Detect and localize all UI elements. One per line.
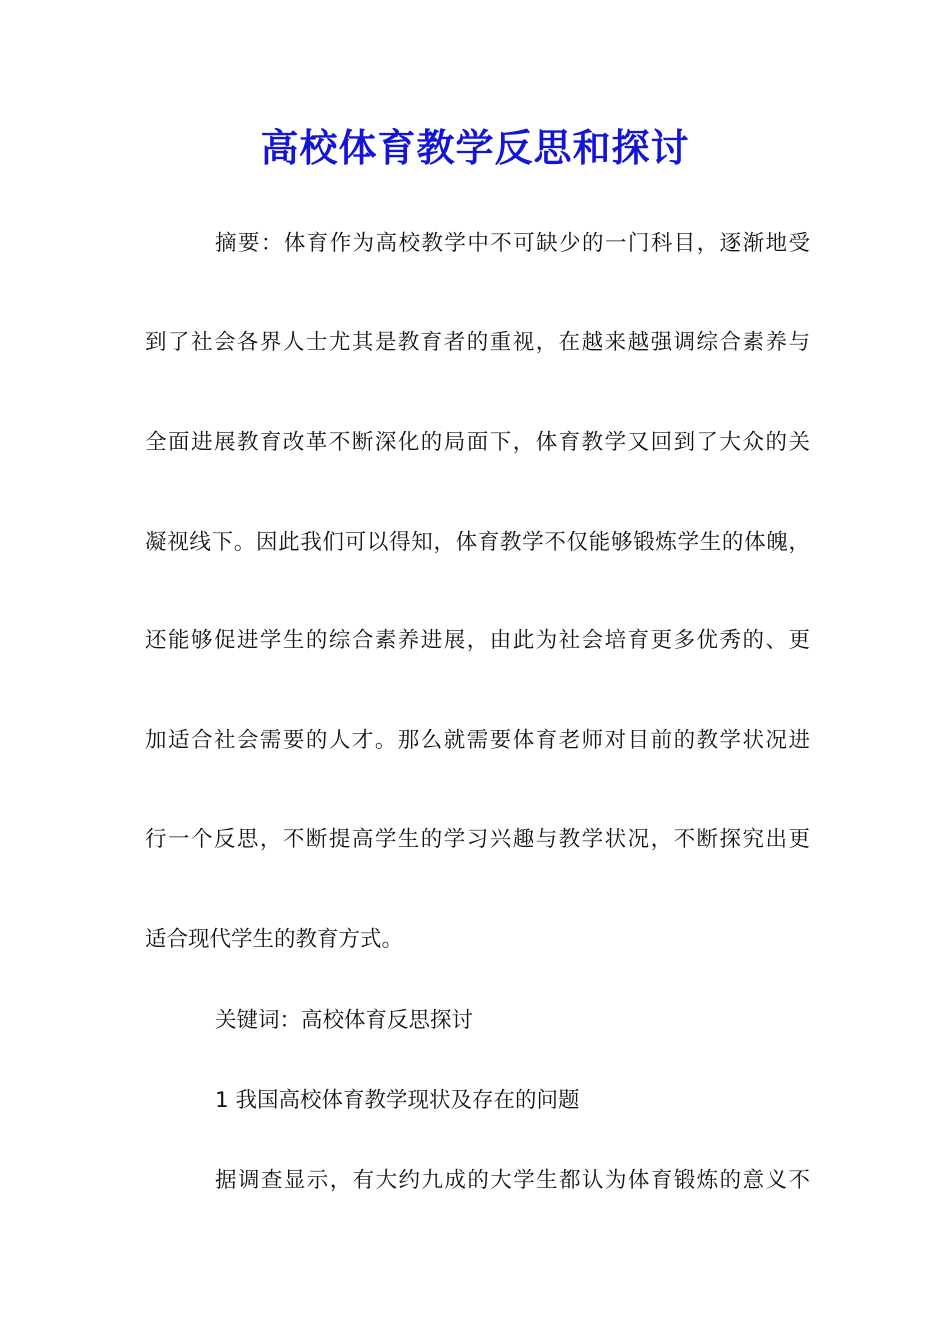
abstract-line-6: 加适合社会需要的人才。那么就需要体育老师对目前的教学状况进 <box>145 728 810 753</box>
keywords-line: 关键词：高校体育反思探讨 <box>215 1008 474 1033</box>
abstract-line-3: 全面进展教育改革不断深化的局面下，体育教学又回到了大众的关 <box>145 430 810 455</box>
abstract-line-4: 凝视线下。因此我们可以得知，体育教学不仅能够锻炼学生的体魄， <box>145 530 810 555</box>
abstract-line-1: 摘要：体育作为高校教学中不可缺少的一门科目，逐渐地受 <box>215 231 810 256</box>
abstract-line-5: 还能够促进学生的综合素养进展，由此为社会培育更多优秀的、更 <box>145 628 810 653</box>
abstract-line-7: 行一个反思，不断提高学生的学习兴趣与教学状况，不断探究出更 <box>145 827 810 852</box>
body-line-1: 据调查显示，有大约九成的大学生都认为体育锻炼的意义不 <box>215 1168 810 1193</box>
abstract-line-2: 到了社会各界人士尤其是教育者的重视，在越来越强调综合素养与 <box>145 330 810 355</box>
abstract-line-8: 适合现代学生的教育方式。 <box>145 927 404 952</box>
document-title: 高校体育教学反思和探讨 <box>260 125 690 170</box>
section-heading: 1 我国高校体育教学现状及存在的问题 <box>215 1088 580 1113</box>
